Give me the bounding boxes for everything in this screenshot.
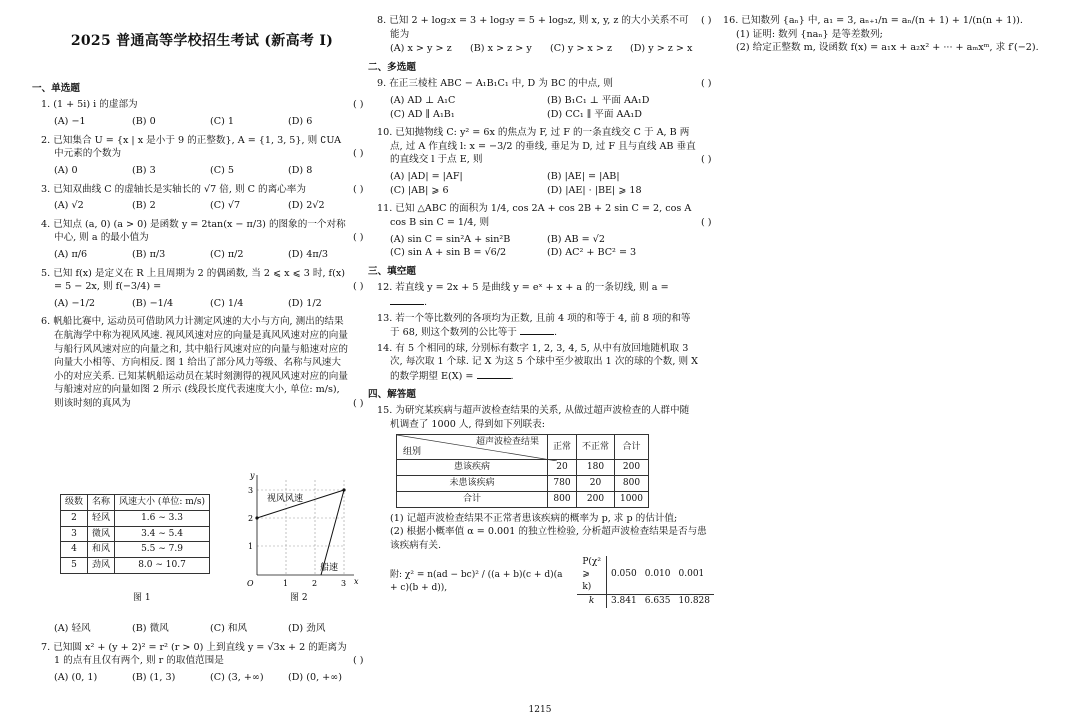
figure-1-caption: 图 1 xyxy=(133,593,151,603)
question-15-part-1: (1) 记超声波检查结果不正常者患该疾病的概率为 p, 求 p 的估计值; xyxy=(390,512,678,524)
point-marker xyxy=(255,516,258,519)
option-b: (B) 2 xyxy=(132,200,156,212)
option-c: (C) (3, +∞) xyxy=(210,671,264,683)
k-label: k xyxy=(577,594,606,607)
column-3 xyxy=(720,14,1065,57)
critical-value-table xyxy=(577,556,714,608)
question-5: 5. 已知 f(x) 是定义在 R 上且周期为 2 的偶函数, 当 2 ⩽ x ⩽ 3 时, f(x) = 5 − 2x, 则 f(−3/4) = ( ) (A) −1/2 (B) −1/4 (C) 1/4 (D) 1/2 xyxy=(38,267,366,311)
table-header: 不正常 xyxy=(577,435,615,460)
boat-speed-label: 船速 xyxy=(320,563,339,573)
option-b: (B) 微风 xyxy=(132,623,169,634)
option-a: (A) (0, 1) xyxy=(54,671,98,683)
option-a: (A) 0 xyxy=(54,164,78,176)
option-a: (A) sin C = sin²A + sin²B xyxy=(390,233,511,245)
question-11-options xyxy=(374,233,714,260)
question-9-text: 9. 在正三棱柱 ABC − A₁B₁C₁ 中, D 为 BC 的中点, 则 xyxy=(377,78,613,90)
table-cell: 20 xyxy=(577,476,615,492)
option-b: (B) −1/4 xyxy=(132,297,174,309)
option-a: (A) x > y > z xyxy=(390,43,452,55)
table-header: 级数 xyxy=(61,495,88,511)
table-corner-cell xyxy=(397,435,548,460)
question-2: 2. 已知集合 U = {x | x 是小于 9 的正整数}, A = {1, 3, 5}, 则 ∁UA 中元素的个数为 ( ) (A) 0 (B) 3 (C) 5 (D) 8 xyxy=(38,134,366,178)
wind-level-table xyxy=(60,494,210,574)
figure-2-vector-graph xyxy=(236,470,366,590)
question-5-options xyxy=(38,297,366,311)
question-15-text: 15. 为研究某疾病与超声波检查结果的关系, 从做过超声波检查的人群中随机调查了 1000 人, 得到如下列联表: xyxy=(377,405,690,430)
table-cell: 1000 xyxy=(615,491,649,507)
y-tick-label: 1 xyxy=(248,542,254,551)
option-c: (C) AD ∥ A₁B₁ xyxy=(390,108,455,120)
page-number: 1215 xyxy=(528,705,552,715)
table-header: 风速大小 (单位: m/s) xyxy=(115,495,210,511)
question-6-text: 6. 帆船比赛中, 运动员可借助风力计测定风速的大小与方向, 测出的结果在航海学中称为视风风速. 视风风速对应的向量是真风风速对应的向量与船行风风速对应的向量之和, 其中船行风速对应的向量与船速对应的向量大小相等、方向相反. 图 1 给出了部分风力等级、名称与风速大小的对应关系. 已知某帆船运动员在某时刻测得的视风风速对应的向量与船速对应的向量如图 2 所示 (线段长度代表速度大小, 单位: m/s), 则该时刻的真风为 xyxy=(41,316,348,410)
question-12: 12. 若直线 y = 2x + 5 是曲线 y = eˣ + x + a 的一条切线, 则 a = . xyxy=(377,282,669,308)
table-row xyxy=(61,542,210,558)
table-cell: 800 xyxy=(548,491,577,507)
origin-label: O xyxy=(247,579,254,588)
table-row xyxy=(397,476,649,492)
table-cell: 轻风 xyxy=(88,510,115,526)
table-cell: 微风 xyxy=(88,526,115,542)
option-c: (C) 和风 xyxy=(210,623,248,634)
option-d: (D) CC₁ ∥ 平面 AA₁D xyxy=(547,108,642,120)
table-cell: 和风 xyxy=(88,542,115,558)
option-c: (C) y > x > z xyxy=(550,43,613,55)
answer-blank xyxy=(520,325,554,335)
question-2-options xyxy=(38,164,366,178)
table-row xyxy=(61,510,210,526)
table-header: 正常 xyxy=(548,435,577,460)
table-cell: 合计 xyxy=(397,491,548,507)
question-15-part-2: (2) 根据小概率值 α = 0.001 的独立性检验, 分析超声波检查结果是否与患该疾病有关. xyxy=(390,526,707,551)
corner-top-label: 超声波检查结果 xyxy=(475,437,539,448)
question-10-options xyxy=(374,170,714,197)
option-b: (B) |AE| = |AB| xyxy=(547,171,620,183)
option-c: (C) 1/4 xyxy=(210,297,244,309)
table-cell: 患该疾病 xyxy=(397,460,548,476)
question-10: 10. 已知抛物线 C: y² = 6x 的焦点为 F, 过 F 的一条直线交 C 于 A, B 两点, 过 A 作直线 l: x = −3/2 的垂线, 垂足为 D, 过 F 且与直线 AB 垂直的直线交 l 于点 E, 则 ( ) (A) |AD| = |AF| (B) |AE| = |AB| (C) |AB| ⩾ 6 (D) |AE| · |BE| ⩾ 18 xyxy=(374,126,714,197)
table-cell: 3.841 xyxy=(610,595,637,606)
question-9-options xyxy=(374,94,714,121)
question-1: 1. (1 + 5i) i 的虚部为 ( ) (A) −1 (B) 0 (C) 1 (D) 6 xyxy=(38,98,366,128)
x-tick-label: 2 xyxy=(312,579,318,588)
question-16 xyxy=(720,14,1065,55)
point-marker xyxy=(342,488,345,491)
option-c: (C) 5 xyxy=(210,164,234,176)
question-1-options xyxy=(38,115,366,129)
option-d: (D) 4π/3 xyxy=(288,248,328,260)
option-d: (D) y > z > x xyxy=(630,43,693,55)
table-cell: 2 xyxy=(61,510,88,526)
table-row xyxy=(61,526,210,542)
exam-title: 2025 普通高等学校招生考试 (新高考 I) xyxy=(70,33,334,49)
x-axis-label: x xyxy=(354,577,359,586)
question-8-options xyxy=(374,42,714,56)
option-a: (A) −1/2 xyxy=(54,297,95,309)
table-cell: 200 xyxy=(577,491,615,507)
option-d: (D) 劲风 xyxy=(288,623,326,634)
section-heading-solutions: 四、解答题 xyxy=(368,388,416,400)
option-b: (B) AB = √2 xyxy=(547,233,605,245)
question-14: 14. 有 5 个相同的球, 分别标有数字 1, 2, 3, 4, 5, 从中有放回地随机取 3 次, 每次取 1 个球. 记 X 为这 5 个球中至少被取出 1 次的球的个数, 则 X 的数学期望 E(X) = . xyxy=(377,342,698,383)
question-9: 9. 在正三棱柱 ABC − A₁B₁C₁ 中, D 为 BC 的中点, 则 ( ) (A) AD ⊥ A₁C (B) B₁C₁ ⊥ 平面 AA₁D (C) AD ∥ A₁B₁ (D) CC₁ ∥ 平面 AA₁D xyxy=(374,77,714,121)
table-cell: 0.010 xyxy=(644,569,671,580)
option-b: (B) B₁C₁ ⊥ 平面 AA₁D xyxy=(547,95,650,107)
option-a: (A) −1 xyxy=(54,116,86,128)
option-a: (A) π/6 xyxy=(54,248,88,260)
option-d: (D) 2√2 xyxy=(288,200,325,212)
option-d: (D) 6 xyxy=(288,116,313,128)
option-b: (B) 0 xyxy=(132,116,156,128)
table-row xyxy=(61,558,210,574)
section-heading-multiple-choice: 二、多选题 xyxy=(368,61,416,73)
question-7: 7. 已知圆 x² + (y + 2)² = r² (r > 0) 上到直线 y = √3x + 2 的距离为 1 的点有且仅有两个, 则 r 的取值范围是 ( ) (A) (0, 1) (B) (1, 3) (C) (3, +∞) (D) (0, +∞) xyxy=(38,641,366,685)
question-8-text: 8. 已知 2 + log₂x = 3 + log₃y = 5 + log₅z, 则 x, y, z 的大小关系不可能为 xyxy=(377,15,689,40)
section-heading-fill-in: 三、填空题 xyxy=(368,265,416,277)
table-cell: 0.001 xyxy=(678,569,705,580)
table-cell: 200 xyxy=(615,460,649,476)
chi-square-formula: 附: χ² = n(ad − bc)² / ((a + b)(c + d)(a + c)(b + d)), xyxy=(390,569,563,593)
question-7-text: 7. 已知圆 x² + (y + 2)² = r² (r > 0) 上到直线 y = √3x + 2 的距离为 1 的点有且仅有两个, 则 r 的取值范围是 xyxy=(41,641,347,667)
answer-blank xyxy=(390,295,424,305)
question-1-text: 1. (1 + 5i) i 的虚部为 xyxy=(41,99,138,111)
question-13-text: 13. 若一个等比数列的各项均为正数, 且前 4 项的和等于 4, 前 8 项的和等于 68, 则这个数列的公比等于 xyxy=(377,312,691,339)
table-cell: 5.5 ∼ 7.9 xyxy=(115,542,210,558)
table-cell: 1.6 ∼ 3.3 xyxy=(115,510,210,526)
option-a: (A) |AD| = |AF| xyxy=(390,171,463,183)
question-3-text: 3. 已知双曲线 C 的虚轴长是实轴长的 √7 倍, 则 C 的离心率为 xyxy=(41,183,306,195)
question-6: 6. 帆船比赛中, 运动员可借助风力计测定风速的大小与方向, 测出的结果在航海学中称为视风风速. 视风风速对应的向量是真风风速对应的向量与船行风风速对应的向量之和, 其中船行风速对应的向量与船速对应的向量大小相等、方向相反. 图 1 给出了部分风力等级、名称与风速大小的对应关系. 已知某帆船运动员在某时刻测得的视风风速对应的向量与船速对应的向量如图 2 所示 (线段长度代表速度大小, 单位: m/s), 则该时刻的真风为 ( ) xyxy=(41,316,364,410)
table-cell: 20 xyxy=(548,460,577,476)
question-11: 11. 已知 △ABC 的面积为 1/4, cos 2A + cos 2B + 2 sin C = 2, cos A cos B sin C = 1/4, 则 ( ) (A) sin C = sin²A + sin²B (B) AB = √2 (C) sin A + sin B = √6/2 (D) AC² + BC² = 3 xyxy=(374,202,714,259)
table-row xyxy=(397,491,649,507)
option-c: (C) sin A + sin B = √6/2 xyxy=(390,247,507,259)
question-10-text: 10. 已知抛物线 C: y² = 6x 的焦点为 F, 过 F 的一条直线交 C 于 A, B 两点, 过 A 作直线 l: x = −3/2 的垂线, 垂足为 D, 过 F 且与直线 AB 垂直的直线交 l 于点 E, 则 xyxy=(377,127,696,166)
option-d: (D) AC² + BC² = 3 xyxy=(547,247,637,259)
question-4-text: 4. 已知点 (a, 0) (a > 0) 是函数 y = 2tan(x − π/3) 的图象的一个对称中心, 则 a 的最小值为 xyxy=(41,218,346,244)
apparent-wind-label: 视风风速 xyxy=(267,494,304,504)
table-cell: 6.635 xyxy=(644,595,671,606)
question-12-text: 12. 若直线 y = 2x + 5 是曲线 y = eˣ + x + a 的一条切线, 则 a = xyxy=(377,282,669,294)
figure-1-wind-table xyxy=(60,494,210,574)
column-2 xyxy=(368,14,714,610)
option-d: (D) 1/2 xyxy=(288,297,322,309)
table-cell: 4 xyxy=(61,542,88,558)
column-1 xyxy=(32,32,366,413)
question-8: 8. 已知 2 + log₂x = 3 + log₃y = 5 + log₅z, 则 x, y, z 的大小关系不可能为 ( ) (A) x > y > z (B) x > z > y (C) y > x > z (D) y > z > x xyxy=(374,14,714,56)
table-cell: 未患该疾病 xyxy=(397,476,548,492)
question-4-options xyxy=(38,248,366,262)
table-header: 合计 xyxy=(615,435,649,460)
column-1-bottom xyxy=(38,622,366,689)
option-d: (D) |AE| · |BE| ⩾ 18 xyxy=(547,184,642,196)
answer-blank xyxy=(477,369,511,379)
figure-2-caption: 图 2 xyxy=(290,593,308,603)
option-c: (C) 1 xyxy=(210,116,234,128)
question-2-text: 2. 已知集合 U = {x | x 是小于 9 的正整数}, A = {1, 3, 5}, 则 ∁UA 中元素的个数为 xyxy=(41,134,342,160)
p-label: P(χ² ⩾ k) xyxy=(577,556,606,595)
table-cell: 8.0 ∼ 10.7 xyxy=(115,558,210,574)
contingency-table xyxy=(396,434,649,507)
question-7-options xyxy=(38,671,366,685)
table-cell: 10.828 xyxy=(678,595,710,606)
question-13: 13. 若一个等比数列的各项均为正数, 且前 4 项的和等于 4, 前 8 项的和等于 68, 则这个数列的公比等于 . xyxy=(377,312,691,339)
question-5-text: 5. 已知 f(x) 是定义在 R 上且周期为 2 的偶函数, 当 2 ⩽ x ⩽ 3 时, f(x) = 5 − 2x, 则 f(−3/4) = xyxy=(41,267,346,293)
y-tick-label: 3 xyxy=(248,486,254,495)
option-b: (B) 3 xyxy=(132,164,156,176)
x-tick-label: 3 xyxy=(341,579,347,588)
question-15 xyxy=(374,404,714,607)
question-16-text: 16. 已知数列 {aₙ} 中, a₁ = 3, aₙ₊₁/n = aₙ/(n + 1) + 1/(n(n + 1)). xyxy=(723,15,1023,26)
table-cell: 3.4 ∼ 5.4 xyxy=(115,526,210,542)
y-axis-label: y xyxy=(250,471,255,480)
question-11-text: 11. 已知 △ABC 的面积为 1/4, cos 2A + cos 2B + 2 sin C = 2, cos A cos B sin C = 1/4, 则 xyxy=(377,203,692,228)
option-b: (B) (1, 3) xyxy=(132,671,176,683)
option-c: (C) π/2 xyxy=(210,248,244,260)
y-tick-label: 2 xyxy=(248,514,254,523)
option-b: (B) x > z > y xyxy=(470,43,532,55)
option-d: (D) 8 xyxy=(288,164,313,176)
option-c: (C) |AB| ⩾ 6 xyxy=(390,184,449,196)
corner-bottom-label: 组别 xyxy=(403,446,422,457)
option-d: (D) (0, +∞) xyxy=(288,671,342,683)
option-b: (B) π/3 xyxy=(132,248,166,260)
table-cell: 780 xyxy=(548,476,577,492)
table-header: 名称 xyxy=(88,495,115,511)
table-row xyxy=(397,460,649,476)
table-cell: 3 xyxy=(61,526,88,542)
table-cell: 800 xyxy=(615,476,649,492)
option-a: (A) 轻风 xyxy=(54,623,91,634)
question-6-options xyxy=(38,622,366,636)
section-heading-single-choice: 一、单选题 xyxy=(32,82,80,94)
question-3-options xyxy=(38,199,366,213)
question-3: 3. 已知双曲线 C 的虚轴长是实轴长的 √7 倍, 则 C 的离心率为 ( ) (A) √2 (B) 2 (C) √7 (D) 2√2 xyxy=(38,183,366,213)
option-c: (C) √7 xyxy=(210,200,241,212)
x-tick-label: 1 xyxy=(283,579,289,588)
question-16-part-1: (1) 证明: 数列 {naₙ} 是等差数列; xyxy=(736,28,883,40)
question-16-part-2: (2) 给定正整数 m, 设函数 f(x) = a₁x + a₂x² + ··· + aₘxᵐ, 求 f′(−2). xyxy=(736,42,1039,54)
question-15-appendix xyxy=(374,556,714,608)
option-a: (A) AD ⊥ A₁C xyxy=(390,95,456,107)
question-14-text: 14. 有 5 个相同的球, 分别标有数字 1, 2, 3, 4, 5, 从中有放回地随机取 3 次, 每次取 1 个球. 记 X 为这 5 个球中至少被取出 1 次的球的个数, 则 X 的数学期望 E(X) = xyxy=(377,342,698,383)
question-4: 4. 已知点 (a, 0) (a > 0) 是函数 y = 2tan(x − π/3) 的图象的一个对称中心, 则 a 的最小值为 ( ) (A) π/6 (B) π/3 (C) π/2 (D) 4π/3 xyxy=(38,218,366,262)
table-cell: 5 xyxy=(61,558,88,574)
option-a: (A) √2 xyxy=(54,200,84,212)
table-cell: 劲风 xyxy=(88,558,115,574)
table-cell: 180 xyxy=(577,460,615,476)
table-cell: 0.050 xyxy=(610,569,637,580)
